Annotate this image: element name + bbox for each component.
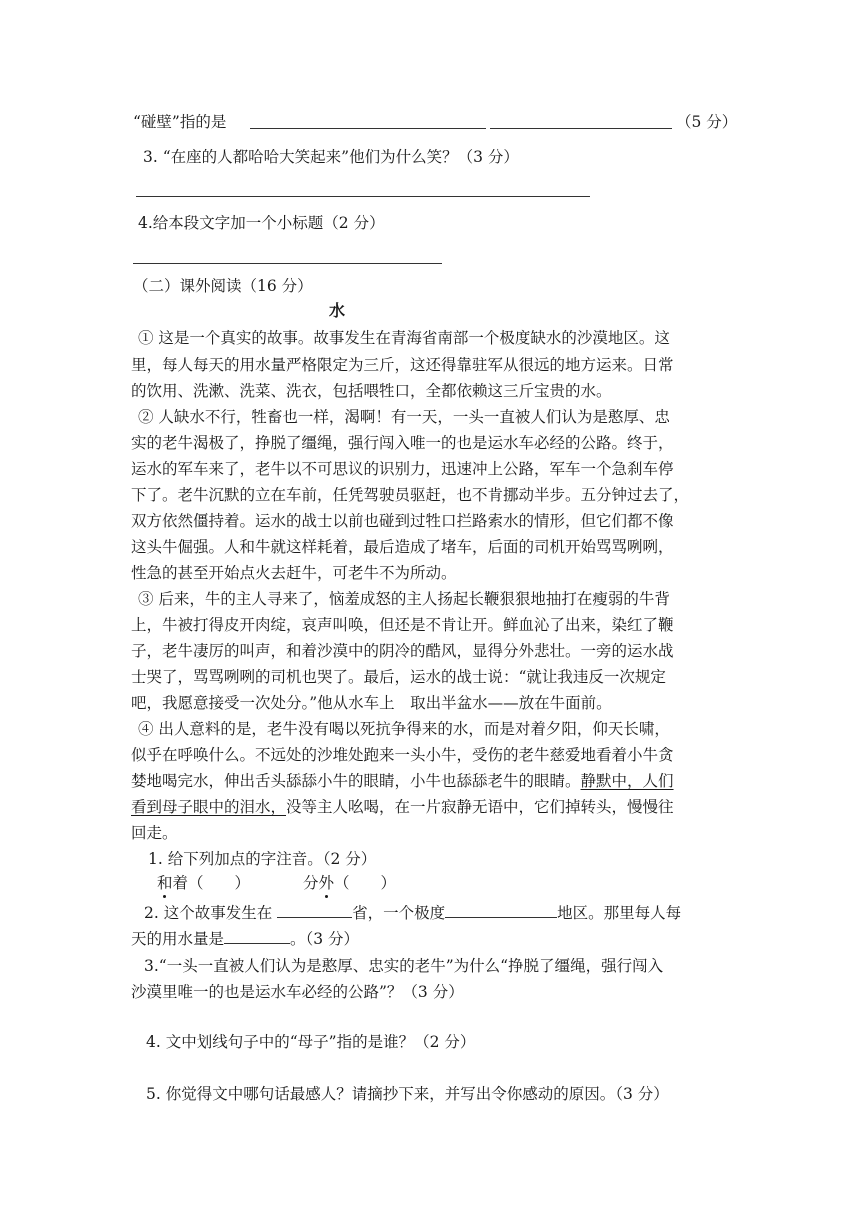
passage-line: 性急的甚至开始点火去赶牛，可老牛不为所动。 <box>131 564 457 582</box>
answer-blank-amount[interactable] <box>224 929 290 944</box>
word-char: 分 <box>303 874 319 892</box>
passage-line: 似乎在呼唤什么。不远处的沙堆处跑来一头小牛，受伤的老牛慈爱地看着小牛贪 <box>131 746 674 764</box>
passage-line: 吧，我愿意接受一次处分。”他从水车上 取出半盆水——放在牛面前。 <box>131 694 612 712</box>
passage-line: 士哭了，骂骂咧咧的司机也哭了。最后，运水的战士说：“就让我违反一次规定 <box>131 668 666 686</box>
answer-blank-degree[interactable] <box>445 903 557 918</box>
passage-line: ② 人缺水不行，牲畜也一样，渴啊！有一天，一头一直被人们认为是憨厚、忠 <box>138 408 670 426</box>
pinyin-blank[interactable]: 着（ ） <box>172 874 251 892</box>
section-heading: （二）课外阅读（16 分） <box>133 277 313 295</box>
passage-line: 实的老牛渴极了，挣脱了缰绳，强行闯入唯一的也是运水车必经的公路。终于， <box>131 434 674 452</box>
passage-line <box>131 797 674 817</box>
question-1-item-2 <box>303 873 396 893</box>
answer-blank-province[interactable] <box>277 903 352 918</box>
question-text: 。（3 分） <box>290 930 360 948</box>
passage-line: 这头牛倔强。人和牛就这样耗着，最后造成了堵车，后面的司机开始骂骂咧咧， <box>131 538 674 556</box>
dotted-char: 和 <box>157 874 173 892</box>
answer-blank <box>250 128 486 129</box>
passage-line: 下了。老牛沉默的立在车前，任凭驾驶员驱赶，也不肯挪动半步。五分钟过去了， <box>131 486 690 504</box>
passage-line <box>131 771 674 791</box>
underlined-sentence: 静默中，人们 <box>580 772 674 790</box>
question-4: 4. 文中划线句子中的“母子”指的是谁？（2 分） <box>146 1033 476 1051</box>
prev-q4: 4.给本段文字加一个小标题（2 分） <box>138 214 385 232</box>
passage-line: 双方依然僵持着。运水的战士以前也碰到过牲口拦路索水的情形，但它们都不像 <box>131 512 674 530</box>
pinyin-blank[interactable]: （ ） <box>334 874 397 892</box>
passage-line: 子，老牛凄厉的叫声，和着沙漠中的阴冷的酷风，显得分外悲壮。一旁的运水战 <box>131 642 674 660</box>
question-3-line-2: 沙漠里唯一的也是运水车必经的公路”？（3 分） <box>131 983 464 1001</box>
answer-line <box>133 263 442 264</box>
passage-line: 的饮用、洗漱、洗菜、洗衣，包括喂牲口，全都依赖这三斤宝贵的水。 <box>131 382 612 400</box>
passage-text: 没等主人吆喝，在一片寂静无语中，它们掉转头，慢慢往 <box>286 798 674 816</box>
question-1-item-1 <box>157 873 250 893</box>
question-text: 天的用水量是 <box>131 930 225 948</box>
question-text: 2. 这个故事发生在 <box>144 904 278 922</box>
question-1: 1. 给下列加点的字注音。（2 分） <box>148 850 377 868</box>
answer-line <box>136 196 590 197</box>
prev-q2-score: （5 分） <box>676 113 738 131</box>
underlined-sentence: 看到母子眼中的泪水， <box>131 798 287 816</box>
dotted-char: 外 <box>318 874 335 892</box>
answer-blank <box>490 128 672 129</box>
question-5: 5. 你觉得文中哪句话最感人？请摘抄下来，并写出令你感动的原因。（3 分） <box>146 1085 669 1103</box>
prev-q3: 3. “在座的人都哈哈大笑起来”他们为什么笑？（3 分） <box>143 148 519 166</box>
passage-line: 上，牛被打得皮开肉绽，哀声叫唤，但还是不肯让开。鲜血沁了出来，染红了鞭 <box>131 616 674 634</box>
question-2-line-1 <box>144 903 681 923</box>
passage-text: 婪地喝完水，伸出舌头舔舔小牛的眼睛，小牛也舔舔老牛的眼睛。 <box>131 772 581 790</box>
question-2-line-2 <box>131 929 359 949</box>
passage-line: 运水的军车来了，老牛以不可思议的识别力，迅速冲上公路，军车一个急刹车停 <box>131 460 674 478</box>
passage-title: 水 <box>329 301 346 320</box>
question-text: 地区。那里每人每 <box>557 904 682 922</box>
question-text: 省，一个极度 <box>352 904 446 922</box>
passage-line: 回走。 <box>131 824 178 842</box>
passage-line: ① 这是一个真实的故事。故事发生在青海省南部一个极度缺水的沙漠地区。这 <box>138 329 670 347</box>
passage-line: 里，每人每天的用水量严格限定为三斤，这还得靠驻军从很远的地方运来。日常 <box>131 356 674 374</box>
passage-line: ③ 后来，牛的主人寻来了，恼羞成怒的主人扬起长鞭狠狠地抽打在瘦弱的牛背 <box>138 590 670 608</box>
passage-line: ④ 出人意料的是，老牛没有喝以死抗争得来的水，而是对着夕阳，仰天长啸， <box>138 720 670 738</box>
prev-q2-label: “碰壁”指的是 <box>133 113 227 131</box>
question-3-line-1: 3.“一头一直被人们认为是憨厚、忠实的老牛”为什么“挣脱了缰绳，强行闯入 <box>144 957 664 975</box>
